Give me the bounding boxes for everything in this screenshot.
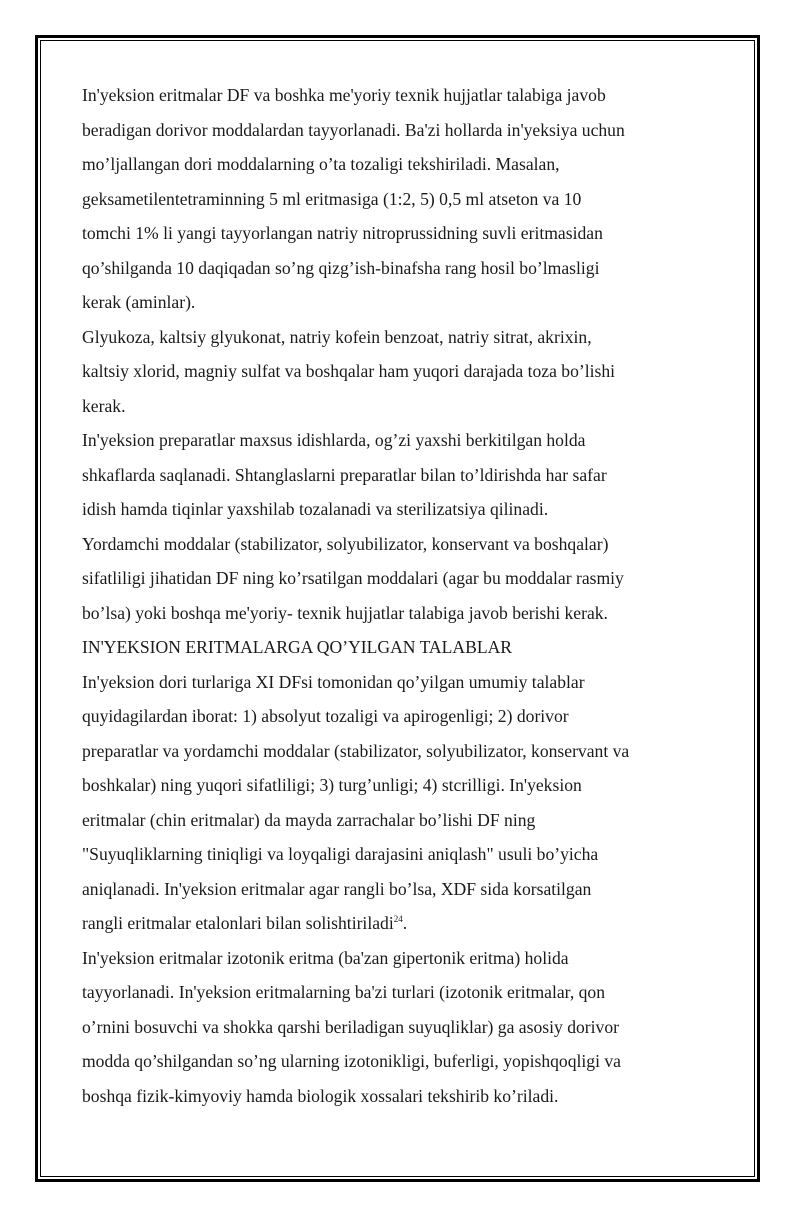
text-line: In'yeksion eritmalar DF va boshka me'yoriy texnik hujjatlar talabiga javob xyxy=(82,85,606,105)
text-line: shkaflarda saqlanadi. Shtanglaslarni preparatlar bilan to’ldirishda har safar xyxy=(82,464,607,485)
text-line: kerak. xyxy=(82,395,126,416)
text-line: idish hamda tiqinlar yaxshilab tozalanadi va sterilizatsiya qilinadi. xyxy=(82,499,549,519)
text-line-with-footnote xyxy=(82,906,722,941)
text-line: Glyukoza, kaltsiy glyukonat, natriy kofein benzoat, natriy sitrat, akrixin, xyxy=(82,326,592,347)
text-line: In'yeksion preparatlar maxsus idishlarda, og’zi yaxshi berkitilgan holda xyxy=(82,430,586,450)
text-line: mo’ljallangan dori moddalarning o’ta tozaligi tekshiriladi. Masalan, xyxy=(82,154,560,174)
section-heading xyxy=(82,630,722,665)
text-line: o’rnini bosuvchi va shokka qarshi beriladigan suyuqliklar) ga asosiy dorivor xyxy=(82,1016,619,1037)
text-line: boshqa fizik-kimyoviy hamda biologik xossalari tekshirib ko’riladi. xyxy=(82,1085,559,1106)
text-line: Yordamchi moddalar (stabilizator, solyubilizator, konservant va boshqalar) xyxy=(82,533,609,554)
paragraph-isotonic xyxy=(82,941,722,1114)
text-line: qo’shilganda 10 daqiqadan so’ng qizg’ish-binafsha rang hosil bo’lmasligi xyxy=(82,257,600,278)
text-line: aniqlanadi. In'yeksion eritmalar agar rangli bo’lsa, XDF sida korsatilgan xyxy=(82,878,592,899)
document-body xyxy=(82,78,722,1113)
text-line: In'yeksion dori turlariga XI DFsi tomonidan qo’yilgan umumiy talablar xyxy=(82,671,585,692)
text-line: geksametilentetraminning 5 ml eritmasiga (1:2, 5) 0,5 ml atseton va 10 xyxy=(82,188,582,209)
paragraph-auxiliary-substances xyxy=(82,527,722,631)
text-line: kaltsiy xlorid, magniy sulfat va boshqalar ham yuqori darajada toza bo’lishi xyxy=(82,361,616,381)
text-line: modda qo’shilgandan so’ng ularning izotonikligi, buferligi, yopishqoqligi va xyxy=(82,1051,621,1071)
text-line: quyidagilardan iborat: 1) absolyut tozaligi va apirogenligi; 2) dorivor xyxy=(82,706,569,726)
text-run: . xyxy=(402,913,408,933)
paragraph-injection-solutions-intro xyxy=(82,78,722,320)
text-line: "Suyuqliklarning tiniqligi va loyqaligi darajasini aniqlash" usuli bo’yicha xyxy=(82,844,599,864)
text-line: tayyorlanadi. In'yeksion eritmalarning ba'zi turlari (izotonik eritmalar, qon xyxy=(82,982,606,1002)
text-line: beradigan dorivor moddalardan tayyorlanadi. Ba'zi hollarda in'yeksiya uchun xyxy=(82,119,625,140)
paragraph-purity-substances xyxy=(82,320,722,424)
text-line: preparatlar va yordamchi moddalar (stabilizator, solyubilizator, konservant va xyxy=(82,740,630,761)
text-line: bo’lsa) yoki boshqa me'yoriy- texnik hujjatlar talabiga javob berishi kerak. xyxy=(82,602,608,623)
text-line: eritmalar (chin eritmalar) da mayda zarrachalar bo’lishi DF ning xyxy=(82,809,536,830)
text-run: rangli eritmalar etalonlari bilan solishtiriladi xyxy=(82,913,394,933)
text-line: In'yeksion eritmalar izotonik eritma (ba'zan gipertonik eritma) holida xyxy=(82,947,569,968)
text-line: kerak (aminlar). xyxy=(82,292,196,312)
footnote-marker: 24 xyxy=(393,914,403,924)
paragraph-general-requirements xyxy=(82,665,722,941)
text-line: tomchi 1% li yangi tayyorlangan natriy nitroprussidning suvli eritmasidan xyxy=(82,223,603,243)
text-line: boshkalar) ning yuqori sifatliligi; 3) turg’unligi; 4) stcrilligi. In'yeksion xyxy=(82,775,582,795)
paragraph-storage xyxy=(82,423,722,527)
heading-text: IN'YEKSION ERITMALARGA QO’YILGAN TALABLAR xyxy=(82,637,513,657)
text-line: sifatliligi jihatidan DF ning ko’rsatilgan moddalari (agar bu moddalar rasmiy xyxy=(82,568,624,588)
